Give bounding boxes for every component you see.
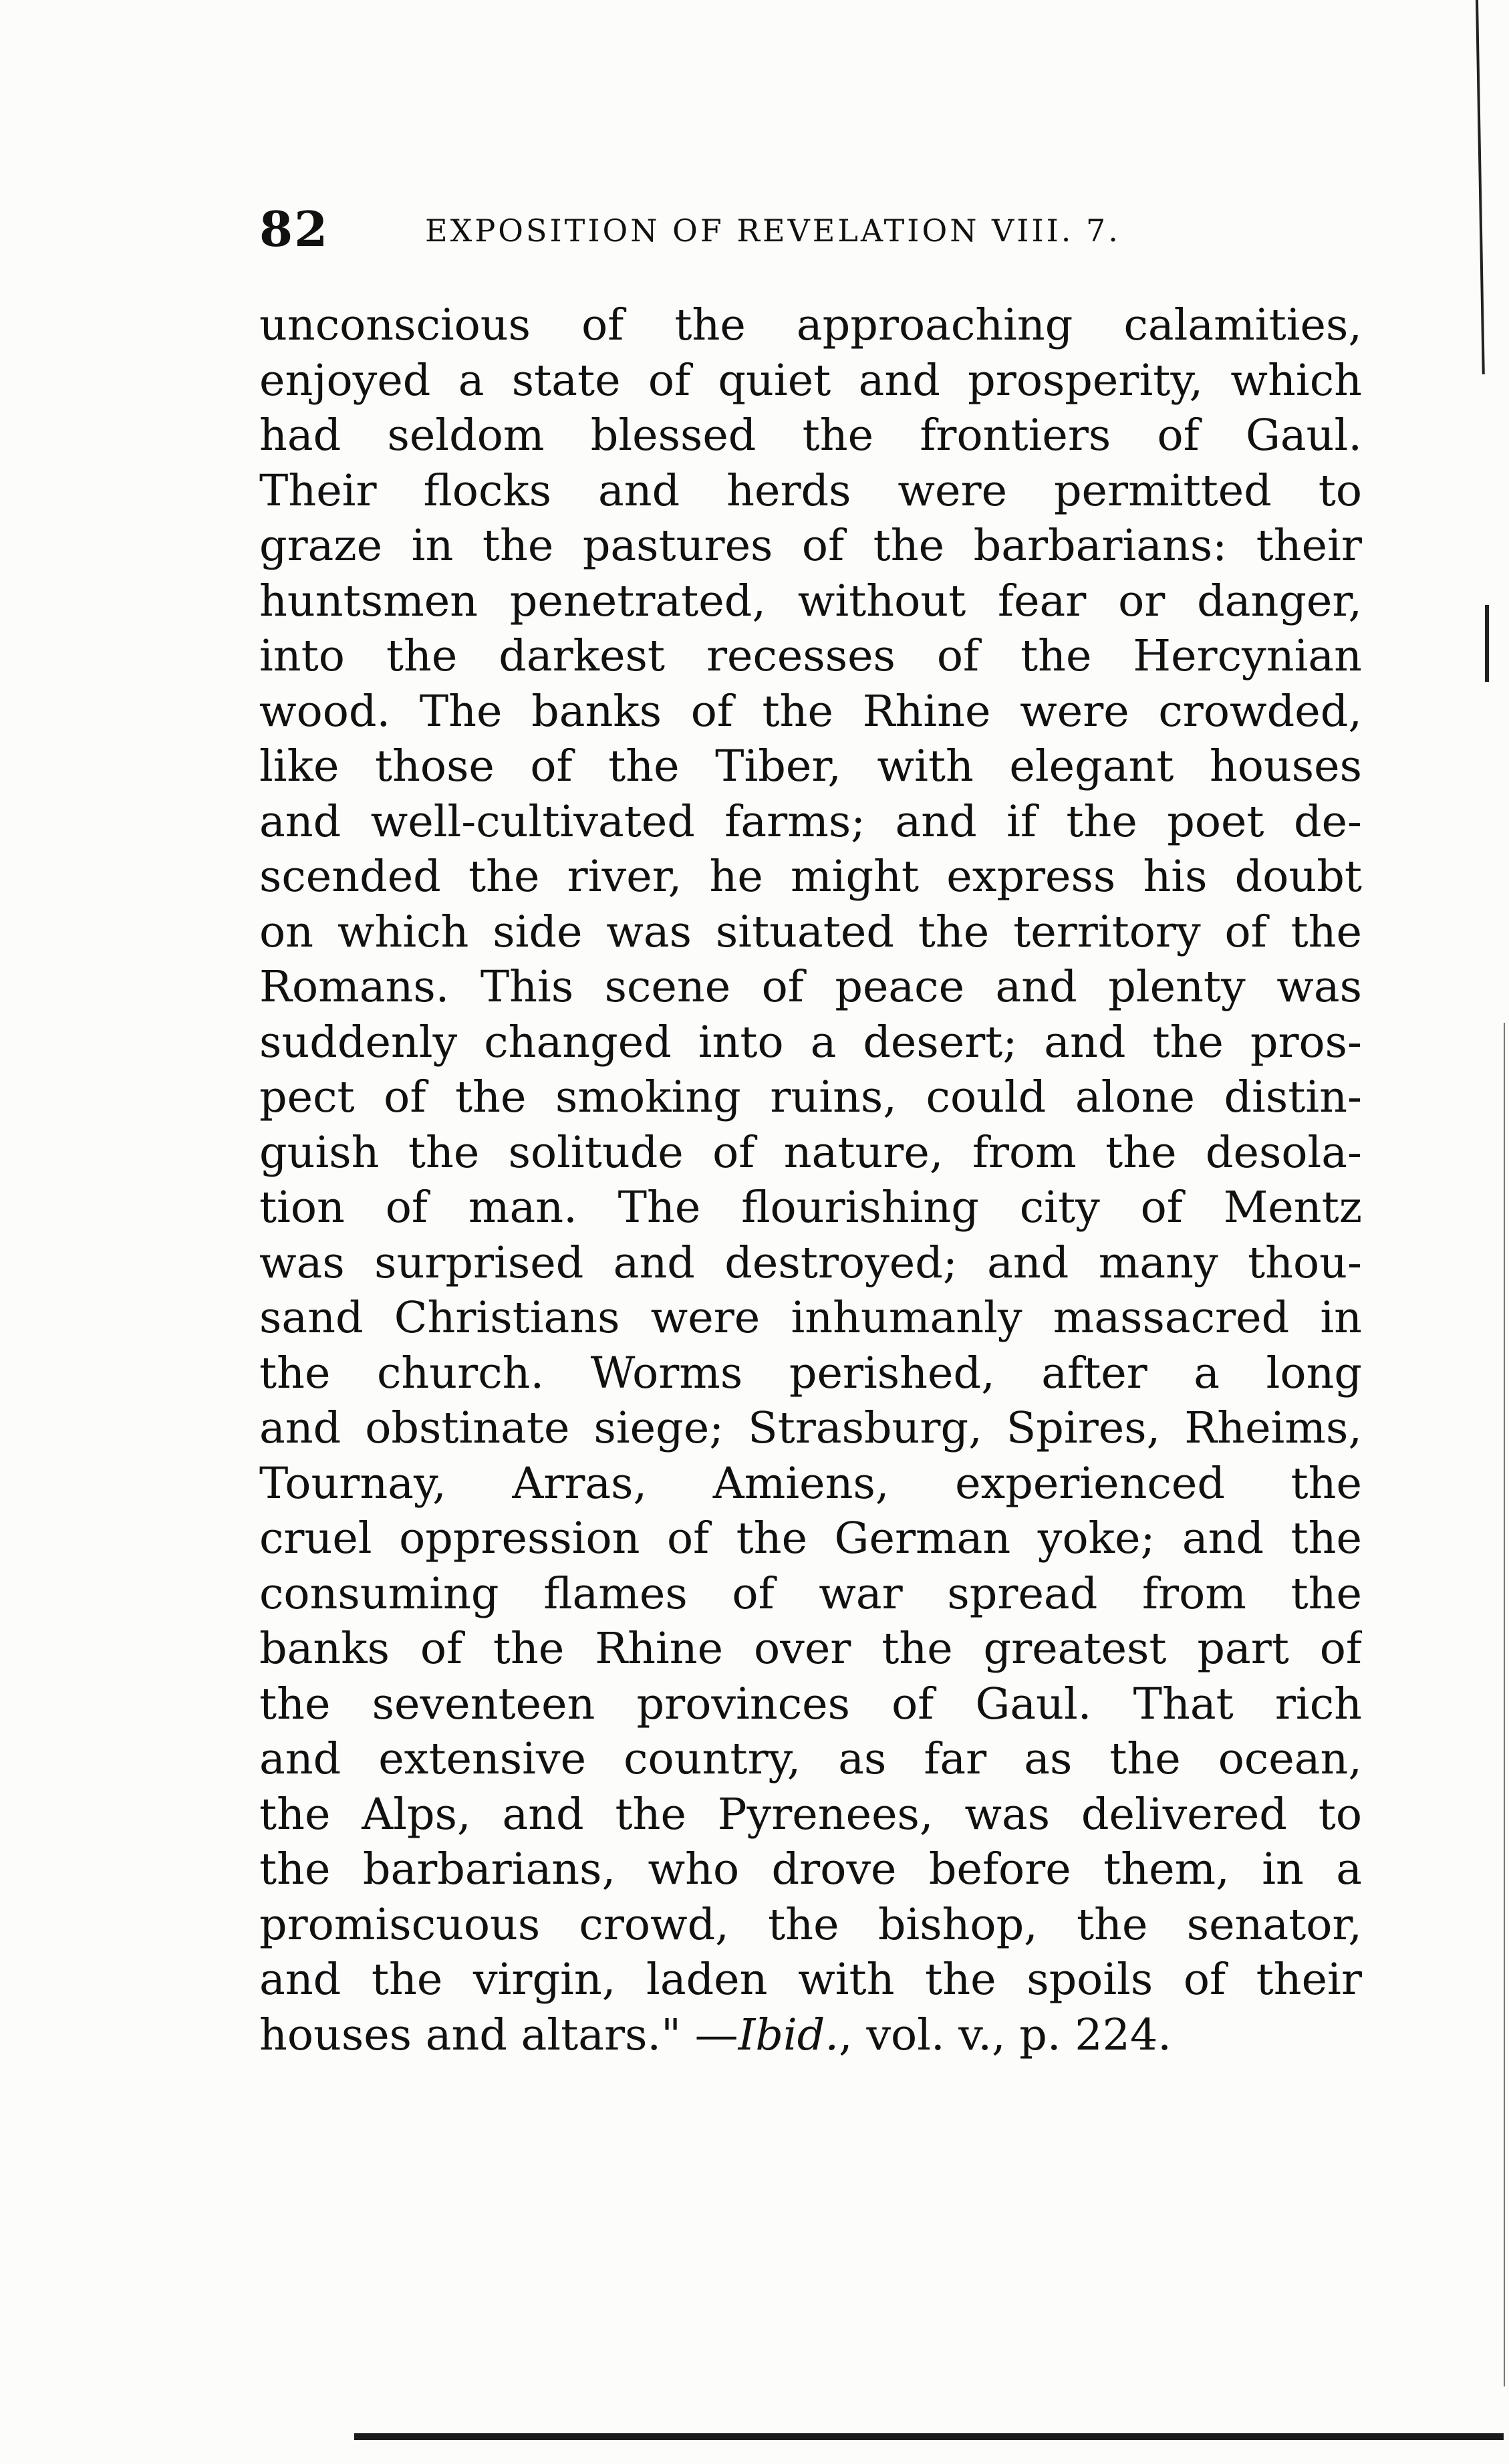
- text-line: tion of man. The flourishing city of Mentz: [259, 1183, 1362, 1233]
- text-line: had seldom blessed the frontiers of Gaul.: [259, 410, 1362, 461]
- page-header: [259, 201, 1228, 261]
- text-line: and extensive country, as far as the ocean,: [259, 1734, 1362, 1784]
- text-line: and well-cultivated farms; and if the poet de-: [259, 796, 1362, 847]
- page-edge-line-lower: [1504, 1023, 1505, 2386]
- text-line: the seventeen provinces of Gaul. That rich: [259, 1679, 1362, 1729]
- text-line: Their flocks and herds were permitted to: [259, 465, 1362, 516]
- text-line: the church. Worms perished, after a long: [259, 1348, 1362, 1398]
- text-line: and the virgin, laden with the spoils of their: [259, 1955, 1362, 2005]
- text-line: and obstinate siege; Strasburg, Spires, Rheims,: [259, 1403, 1362, 1453]
- last-line-text: houses and altars." —: [259, 2009, 738, 2060]
- text-line: scended the river, he might express his doubt: [259, 852, 1362, 902]
- text-line: huntsmen penetrated, without fear or danger,: [259, 576, 1362, 626]
- text-line: on which side was situated the territory of the: [259, 906, 1362, 957]
- page-edge-line: [1476, 0, 1485, 374]
- text-line: graze in the pastures of the barbarians: their: [259, 521, 1362, 571]
- text-line: Tournay, Arras, Amiens, experienced the: [259, 1458, 1362, 1509]
- text-line: was surprised and destroyed; and many thou-: [259, 1237, 1362, 1288]
- text-line: like those of the Tiber, with elegant houses: [259, 741, 1362, 791]
- text-line: consuming flames of war spread from the: [259, 1568, 1362, 1619]
- citation-reference: , vol. v., p. 224.: [839, 2009, 1172, 2060]
- body-text: [259, 298, 1362, 2063]
- text-line: enjoyed a state of quiet and prosperity, which: [259, 355, 1362, 406]
- text-line: cruel oppression of the German yoke; and the: [259, 1513, 1362, 1564]
- text-line: the Alps, and the Pyrenees, was delivered to: [259, 1789, 1362, 1840]
- text-line: wood. The banks of the Rhine were crowded,: [259, 686, 1362, 737]
- text-line: sand Christians were inhumanly massacred in: [259, 1293, 1362, 1343]
- text-line: suddenly changed into a desert; and the pros-: [259, 1017, 1362, 1068]
- text-line: the barbarians, who drove before them, in a: [259, 1844, 1362, 1894]
- text-line: unconscious of the approaching calamities,: [259, 300, 1362, 350]
- bottom-rule: [354, 2433, 1504, 2440]
- text-line: pect of the smoking ruins, could alone distin-: [259, 1072, 1362, 1122]
- text-line-last: [259, 2008, 1362, 2064]
- page-edge-mark: [1485, 605, 1489, 682]
- running-head: EXPOSITION OF REVELATION VIII. 7.: [425, 213, 1121, 249]
- text-line: guish the solitude of nature, from the desola-: [259, 1127, 1362, 1178]
- text-line: Romans. This scene of peace and plenty was: [259, 962, 1362, 1012]
- text-line: into the darkest recesses of the Hercynian: [259, 631, 1362, 681]
- text-line: promiscuous crowd, the bishop, the senator,: [259, 1899, 1362, 1950]
- text-line: banks of the Rhine over the greatest part of: [259, 1624, 1362, 1674]
- citation-ibid: Ibid.: [738, 2009, 839, 2060]
- page-number: 82: [259, 201, 329, 257]
